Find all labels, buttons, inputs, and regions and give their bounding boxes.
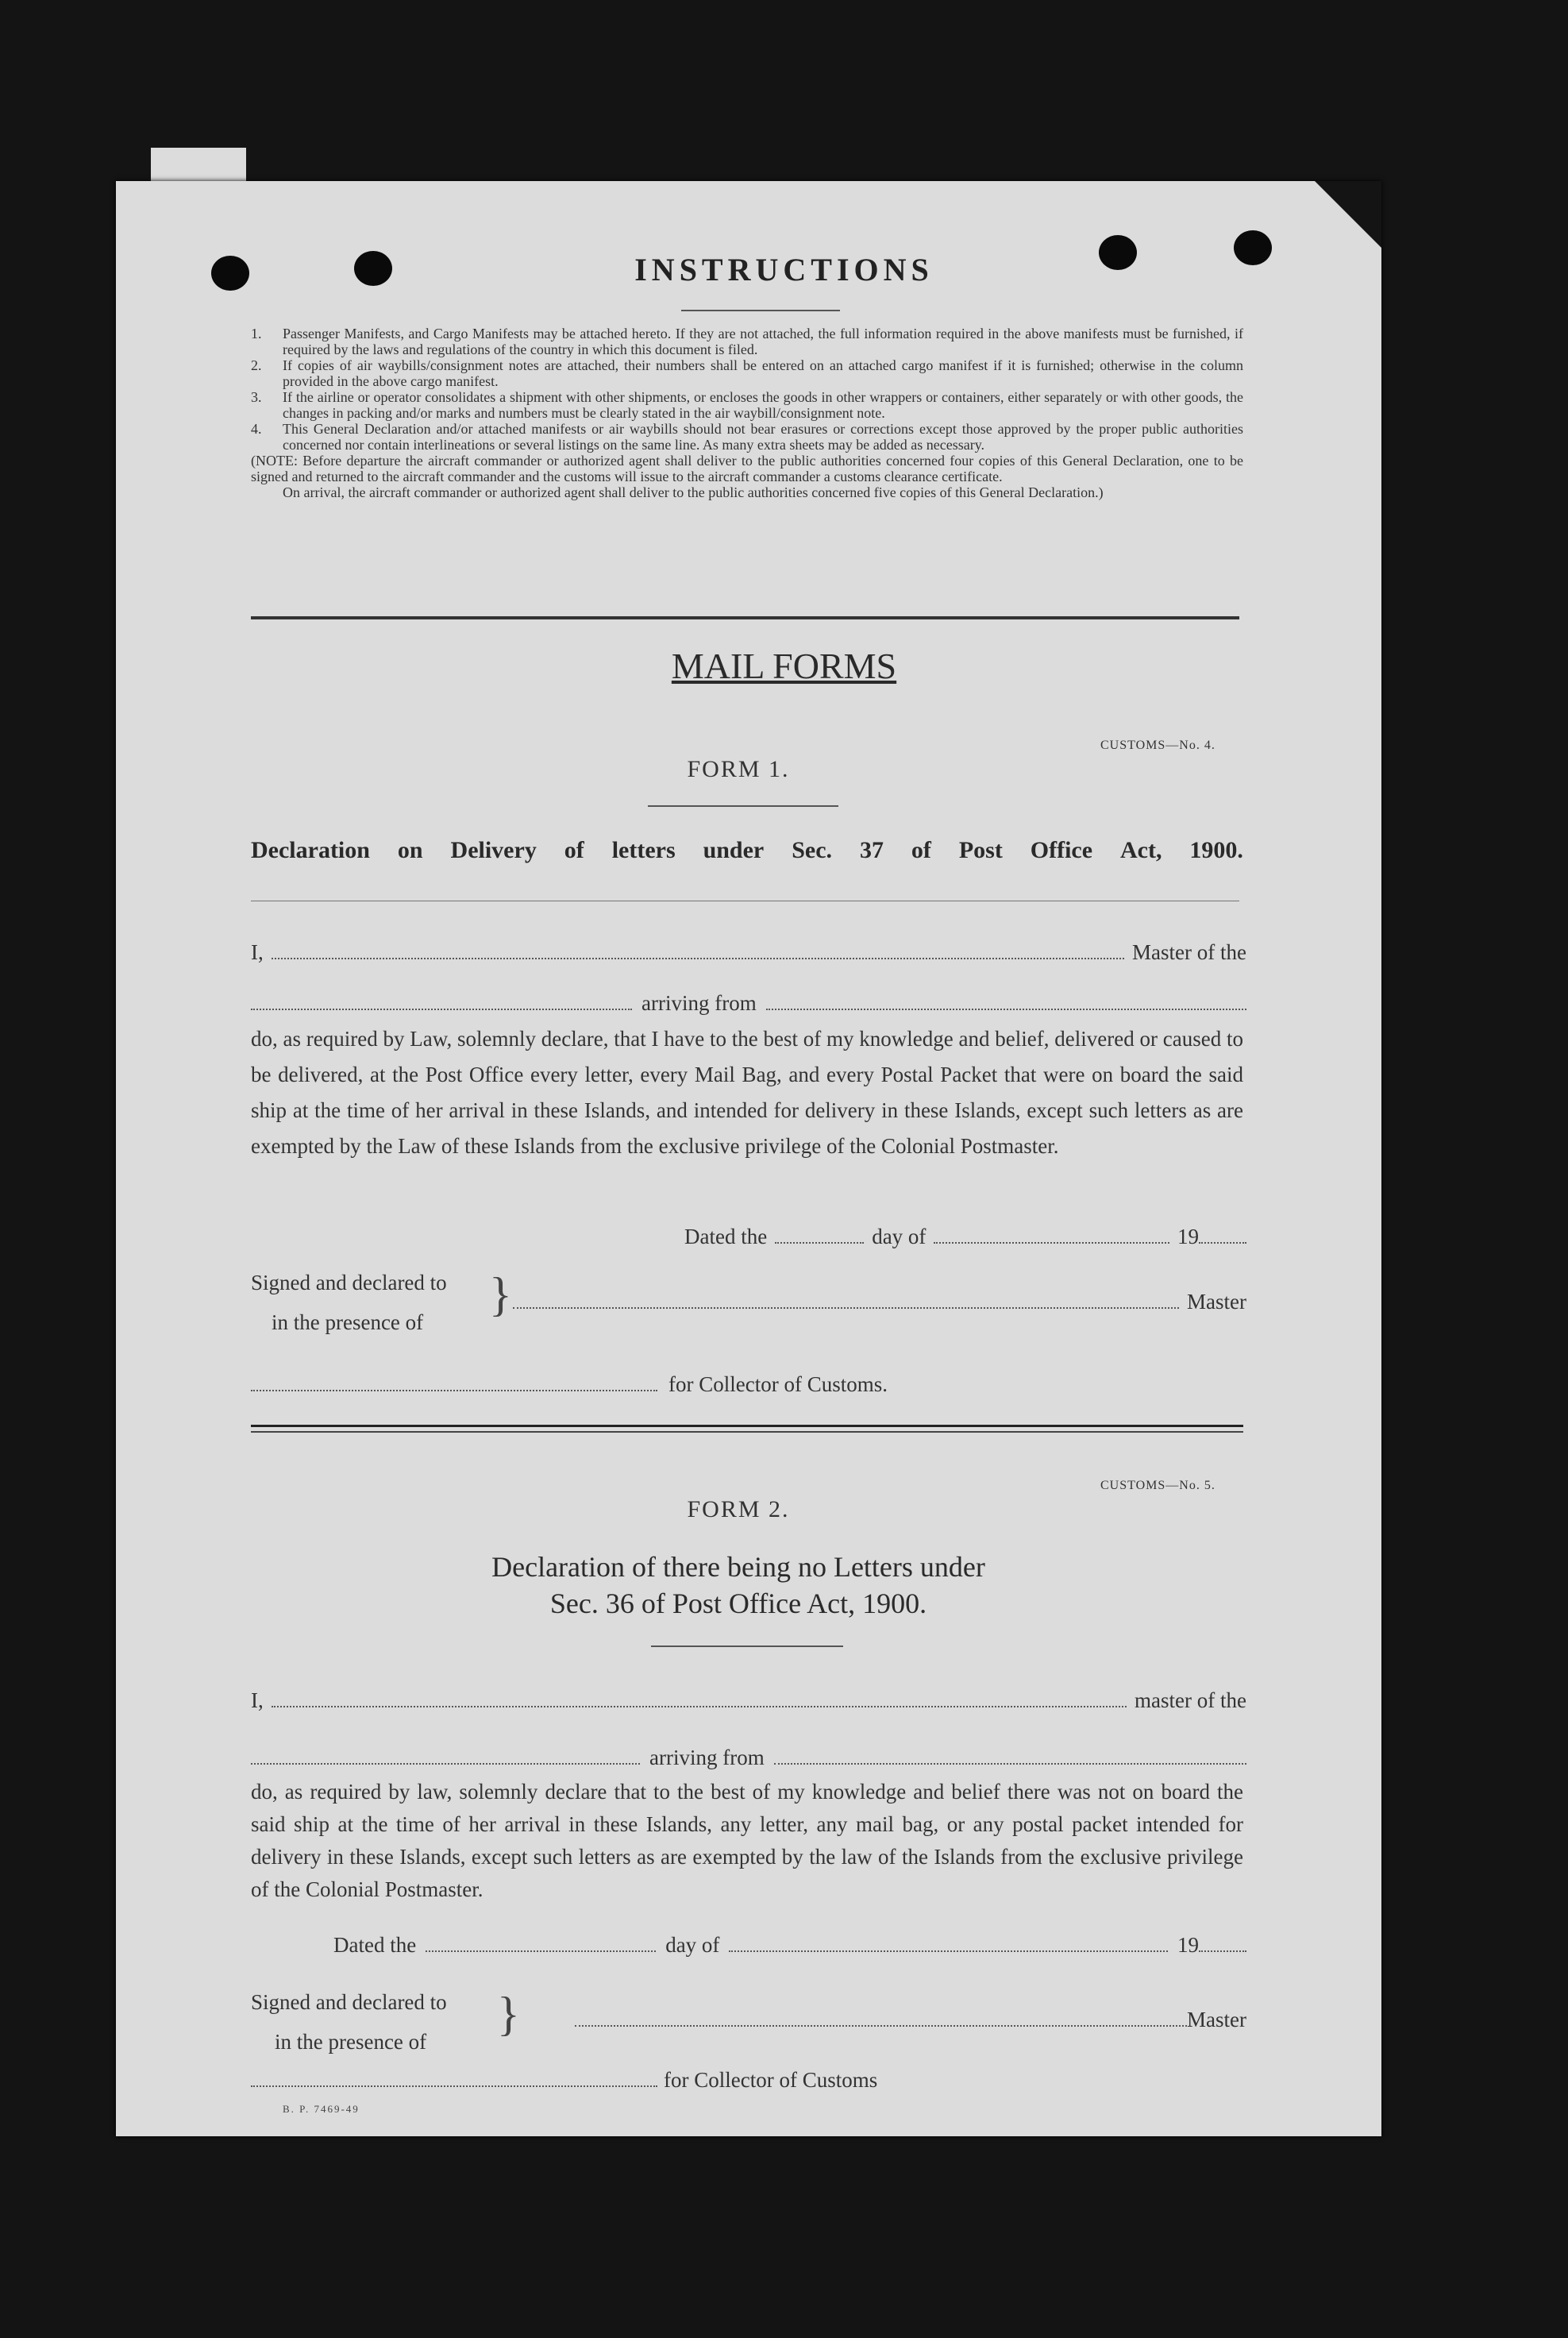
year-field[interactable]	[1199, 1242, 1246, 1244]
instructions-title: INSTRUCTIONS	[634, 252, 934, 287]
form2-declaration-line2: Sec. 36 of Post Office Act, 1900.	[549, 1588, 927, 1619]
master-of-the-label: master of the	[1135, 1688, 1246, 1712]
instruction-item: 4. This General Declaration and/or attached manifests or air waybills should not bear erasures or corrections except those approved by the proper public authorities concerned nor contain interlineations or several listings on the same line. As many extra sheets may be added as necessary.	[251, 421, 1243, 453]
form2-declaration-line1: Declaration of there being no Letters under	[491, 1551, 985, 1583]
instruction-note-arrival: On arrival, the aircraft commander or authorized agent shall deliver to the public authorities concerned five copies of this General Declaration.)	[283, 484, 1104, 500]
day-of-label: day of	[872, 1225, 927, 1248]
customs-number: CUSTOMS—No. 4.	[1100, 739, 1215, 752]
i-label: I,	[251, 1688, 264, 1712]
form1-name-row	[251, 940, 1246, 965]
brace: }	[489, 1268, 512, 1321]
master-of-the-label: Master of the	[1132, 940, 1246, 964]
form2-date-row	[333, 1933, 1246, 1958]
day-of-label: day of	[665, 1933, 720, 1957]
year-prefix: 19	[1177, 1933, 1199, 1957]
mail-forms-title: MAIL FORMS	[671, 646, 897, 686]
master-label: Master	[1187, 2008, 1246, 2031]
collector-signature-field[interactable]	[251, 1390, 657, 1391]
master-signature-field[interactable]	[513, 1307, 1179, 1309]
master-name-field[interactable]	[272, 958, 1124, 959]
form2-ship-row	[251, 1746, 1246, 1770]
master-signature-field[interactable]	[575, 2025, 1187, 2027]
brace: }	[497, 1988, 520, 2040]
title-underline	[681, 310, 840, 311]
year-prefix: 19	[1177, 1225, 1199, 1248]
form1-ship-row	[251, 991, 1246, 1016]
arriving-from-field[interactable]	[774, 1763, 1246, 1765]
form2-body-text: do, as required by law, solemnly declare that to the best of my knowledge and belief there was not on board the said ship at the time of her arrival in these Islands, any letter, any mail bag, or any postal packet intended for delivery in these Islands, except such letters as are exempted by the law of the Islands from the exclusive privilege of the Colonial Postmaster.	[251, 1780, 1243, 1901]
form2-name-row	[251, 1688, 1246, 1713]
arriving-from-field[interactable]	[766, 1009, 1246, 1010]
master-label: Master	[1187, 1290, 1246, 1314]
dated-the-label: Dated the	[333, 1933, 417, 1957]
instruction-item: 1. Passenger Manifests, and Cargo Manifests may be attached hereto. If they are not attached, the full information required in the above manifests must be furnished, if required by the laws and regulations of the country in which this document is filed.	[251, 326, 1243, 357]
collector-label: for Collector of Customs	[664, 2068, 878, 2092]
signed-label-2: in the presence of	[272, 1310, 424, 1334]
collector-label: for Collector of Customs.	[668, 1372, 888, 1396]
form1-label: FORM 1.	[687, 756, 790, 782]
instructions-list	[251, 326, 1243, 500]
customs-number: CUSTOMS—No. 5.	[1100, 1479, 1215, 1492]
month-field[interactable]	[934, 1242, 1169, 1244]
form1-signature-row	[513, 1290, 1246, 1314]
instruction-item: 3. If the airline or operator consolidates a shipment with other shipments, or encloses the goods in other wrappers or containers, either separately or with other goods, the changes in packing and/or marks and numbers must be clearly stated in the air waybill/consignment note.	[251, 389, 1243, 421]
signed-label-2: in the presence of	[275, 2030, 427, 2054]
form1-body-text: do, as required by Law, solemnly declare, that I have to the best of my knowledge and belief, delivered or caused to be delivered, at the Post Office every letter, every Mail Bag, and every Postal Packet that were on board the said ship at the time of her arrival in these Islands, and intended for delivery in these Islands, except such letters as are exempted by the Law of these Islands from the exclusive privilege of the Colonial Postmaster.	[251, 1027, 1243, 1158]
form1-declaration-heading: Declaration on Delivery of letters under Sec. 37 of Post Office Act, 1900.	[251, 837, 1243, 863]
print-code: B. P. 7469-49	[283, 2103, 360, 2115]
year-field[interactable]	[1199, 1950, 1246, 1952]
arriving-from-label: arriving from	[649, 1746, 765, 1769]
day-field[interactable]	[426, 1950, 656, 1952]
month-field[interactable]	[729, 1950, 1168, 1952]
signed-label-1: Signed and declared to	[251, 1271, 447, 1294]
form2-collector-row	[251, 2068, 934, 2093]
master-name-field[interactable]	[272, 1706, 1127, 1707]
form1-label-underline	[648, 805, 838, 807]
form-divider	[251, 1431, 1243, 1433]
folded-corner	[1315, 181, 1381, 248]
ship-name-field[interactable]	[251, 1763, 640, 1765]
ship-name-field[interactable]	[251, 1009, 632, 1010]
day-field[interactable]	[775, 1242, 864, 1244]
instruction-item: 2. If copies of air waybills/consignment notes are attached, their numbers shall be entered on an attached cargo manifest if it is furnished; otherwise in the column provided in the above cargo manifest.	[251, 357, 1243, 389]
section-divider	[251, 616, 1239, 619]
form1-date-row	[684, 1225, 1246, 1249]
i-label: I,	[251, 940, 264, 964]
form2-heading-underline	[651, 1645, 843, 1647]
arriving-from-label: arriving from	[641, 991, 757, 1015]
instruction-note: (NOTE: Before departure the aircraft commander or authorized agent shall deliver to the public authorities concerned four copies of this General Declaration, one to be signed and returned to the aircraft commander and the customs will issue to the aircraft commander a customs clearance certificate.	[251, 453, 1243, 484]
form2-label: FORM 2.	[687, 1496, 790, 1522]
signed-label-1: Signed and declared to	[251, 1990, 447, 2014]
form2-signature-row	[575, 2008, 1246, 2032]
dated-the-label: Dated the	[684, 1225, 768, 1248]
form-divider	[251, 1425, 1243, 1427]
form1-collector-row	[251, 1372, 934, 1397]
collector-signature-field[interactable]	[251, 2085, 657, 2087]
